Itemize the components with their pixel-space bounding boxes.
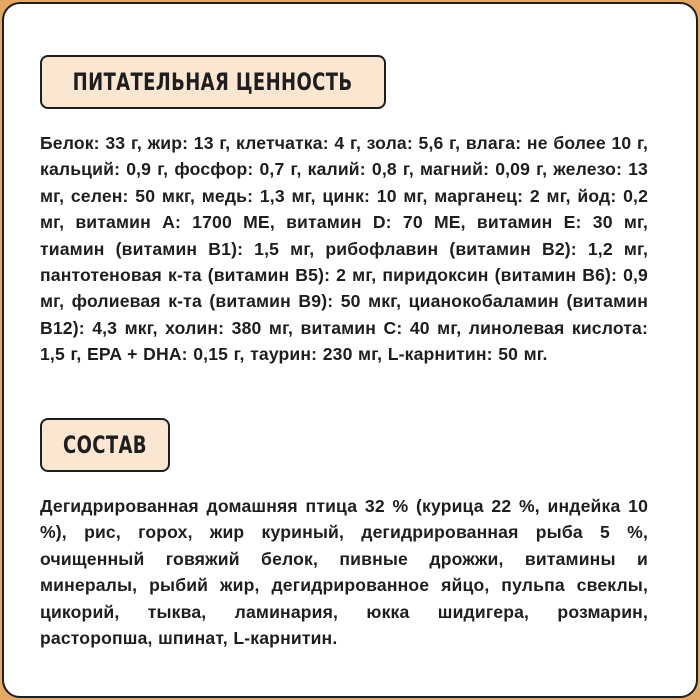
nutrition-facts-text: Белок: 33 г, жир: 13 г, клетчатка: 4 г, зола: 5,6 г, влага: не более 10 г, кальций: 0,9 г, фосфор: 0,7 г, калий: 0,8 г, магний: 0,09 г, железо: 13 мг, селен: 50 мкг, медь: 1,3 мг, цинк: 10 мг, марганец: 2 мг, йод: 0,2 мг, витамин A: 1700 МЕ, витамин D: 70 МЕ, витамин E: 30 мг, тиамин (витамин B1): 1,5 мг, рибофлавин (витамин B2): 1,2 мг, пантотеновая к-та (витамин B5): 2 мг, пиридоксин (витамин B6): 0,9 мг, фолиевая к-та (витамин B9): 50 мкг, цианокобаламин (витамин B12): 4,3 мкг, холин: 380 мг, витамин C: 40 мг, линолевая кислота: 1,5 г, EPA + DHA: 0,15 г, таурин: 230 мг, L-карнитин: 50 мг.	[40, 133, 648, 365]
composition-heading: СОСТАВ	[63, 431, 147, 459]
info-card	[2, 2, 698, 698]
composition-text: Дегидрированная домашняя птица 32 % (курица 22 %, индейка 10 %), рис, горох, жир куриный, дегидрированная рыба 5 %, очищенный говяжий белок, пивные дрожжи, витамины и минералы, рыбий жир, дегидрированное яйцо, пульпа свеклы, цикорий, тыква, ламинария, юкка шидигера, розмарин, расторопша, шпинат, L-карнитин.	[40, 496, 648, 649]
composition-heading-box	[40, 418, 170, 472]
nutrition-heading: ПИТАТЕЛЬНАЯ ЦЕННОСТЬ	[73, 68, 353, 96]
nutrition-heading-box	[40, 55, 386, 109]
